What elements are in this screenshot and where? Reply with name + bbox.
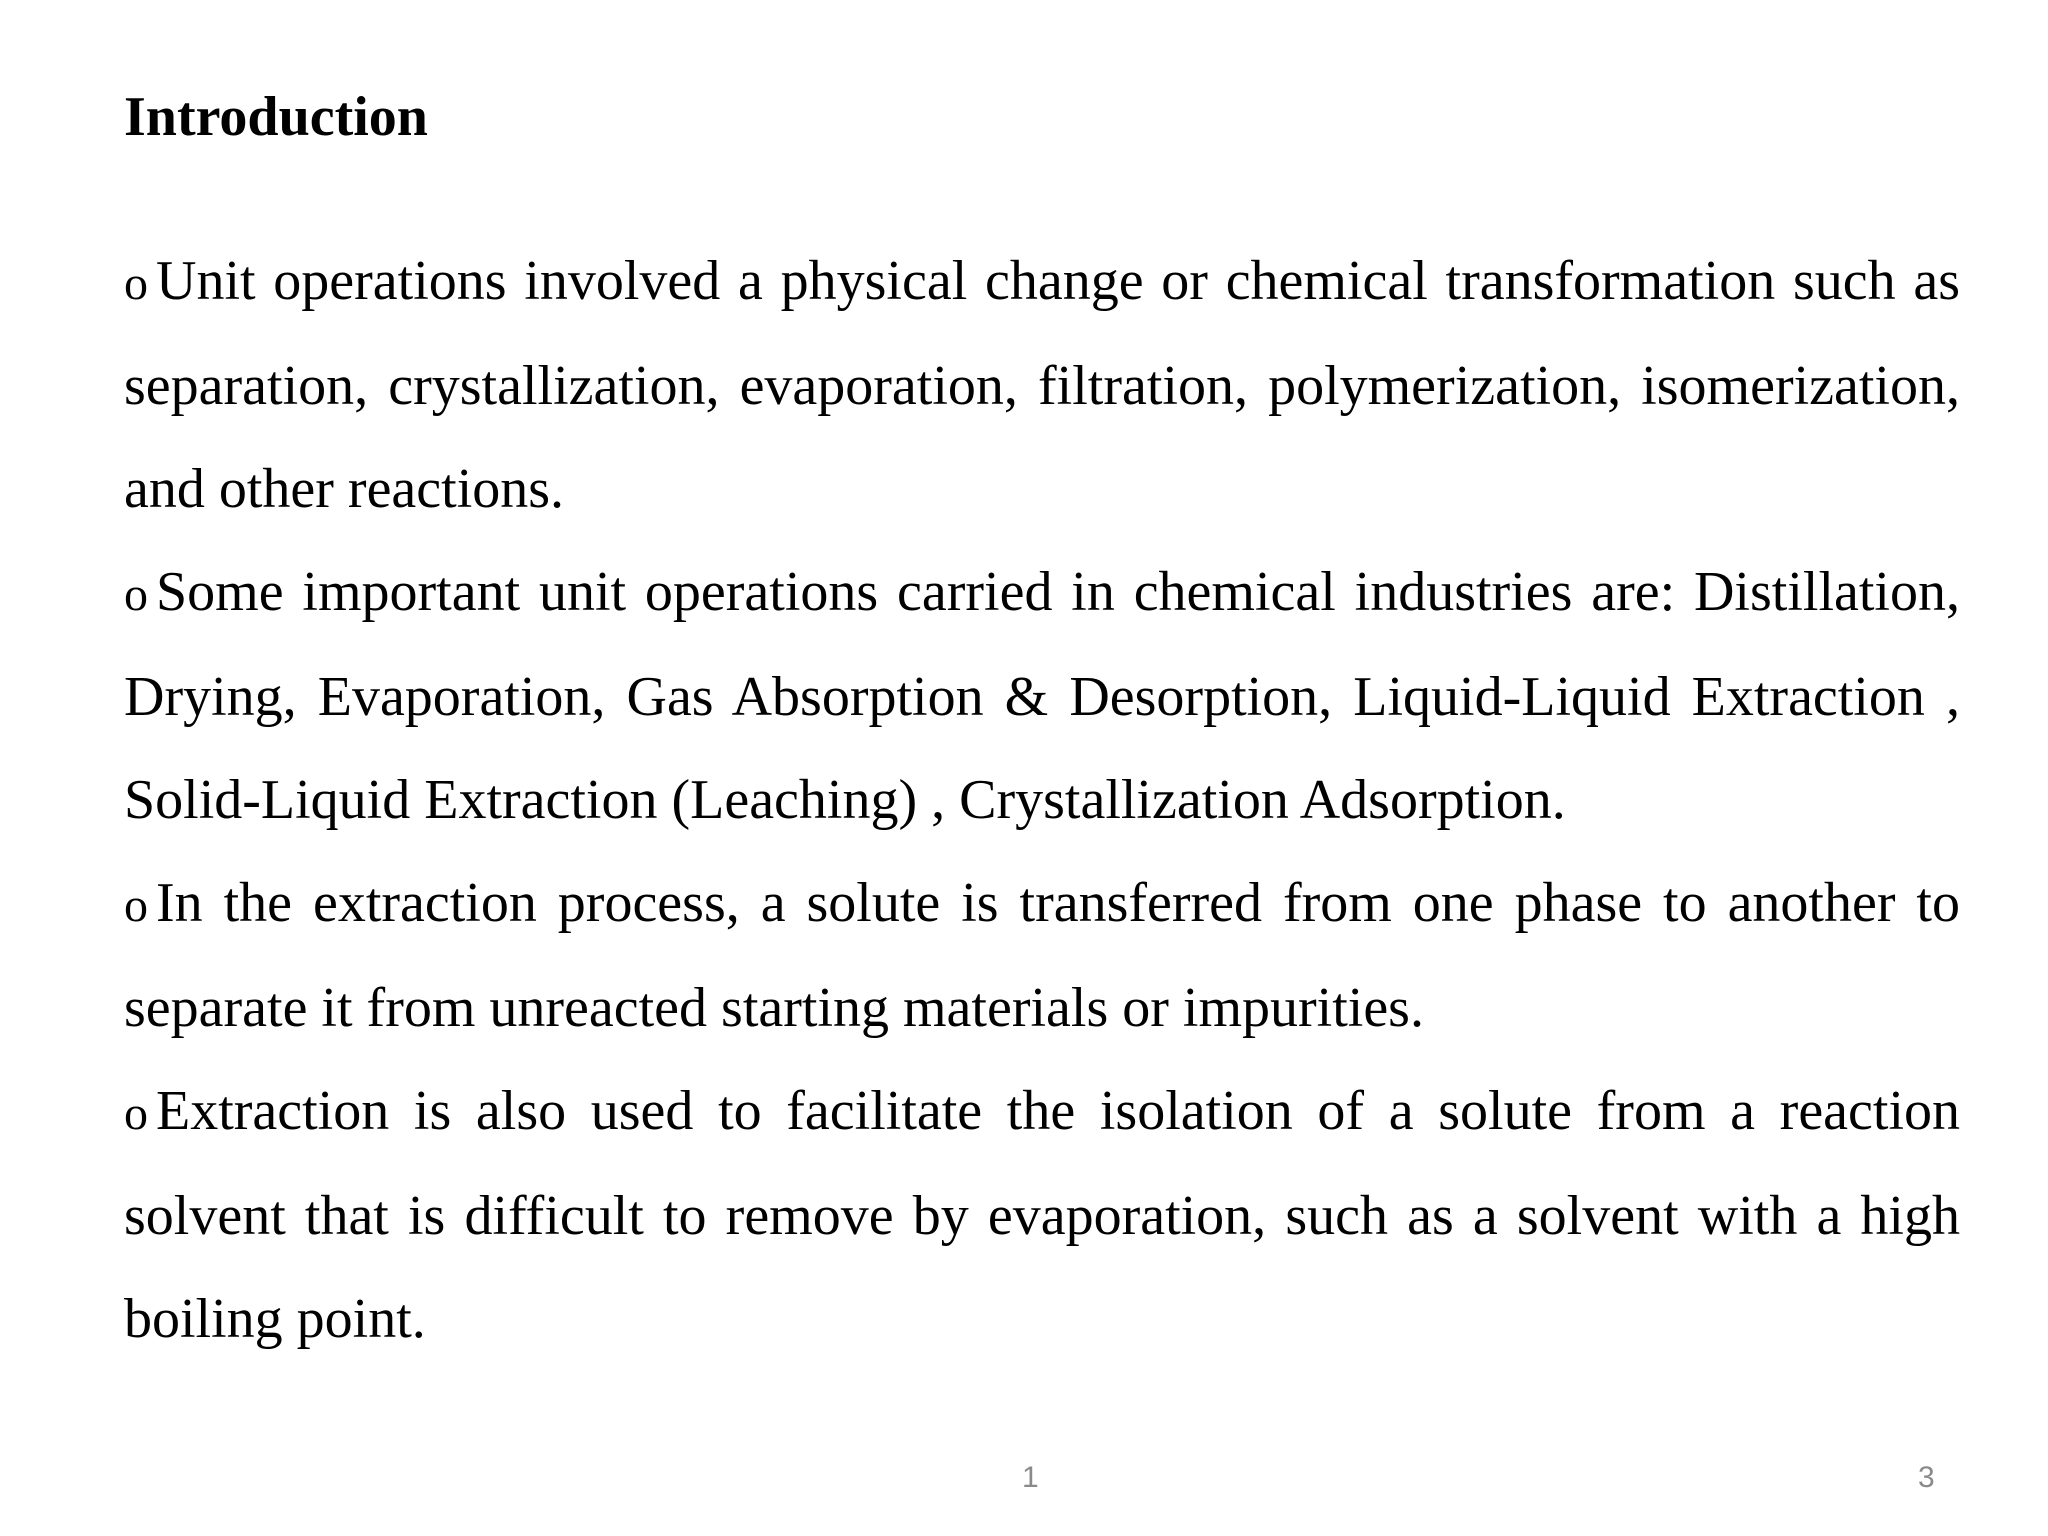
- bullet-list: [124, 230, 1960, 1371]
- bullet-item: [124, 230, 1960, 541]
- bullet-marker-icon: o: [124, 257, 148, 310]
- bullet-text: Unit operations involved a physical change or chemical transformation such as separation, crystallization, evaporation, filtration, polymerization, isomerization, and other reactions.: [124, 250, 1960, 520]
- bullet-text: In the extraction process, a solute is transferred from one phase to another to separate it from unreacted starting materials or impurities.: [124, 872, 1960, 1039]
- slide-number: 3: [1918, 1461, 1935, 1494]
- bullet-text: Extraction is also used to facilitate the isolation of a solute from a reaction solvent that is difficult to remove by evaporation, such as a solvent with a high boiling point.: [124, 1080, 1960, 1350]
- bullet-marker-icon: o: [124, 879, 148, 932]
- bullet-marker-icon: o: [124, 1087, 148, 1140]
- bullet-item: [124, 541, 1960, 852]
- slide-title: Introduction: [124, 86, 428, 148]
- bullet-item: [124, 852, 1960, 1060]
- bullet-text: Some important unit operations carried in chemical industries are: Distillation, Drying, Evaporation, Gas Absorption & Desorption, Liquid-Liquid Extraction , Solid-Liquid Extraction (Leaching) , Crystallization Adsorption.: [124, 561, 1960, 831]
- footer-page-number: 1: [1022, 1461, 1039, 1494]
- bullet-marker-icon: o: [124, 568, 148, 621]
- bullet-item: [124, 1060, 1960, 1371]
